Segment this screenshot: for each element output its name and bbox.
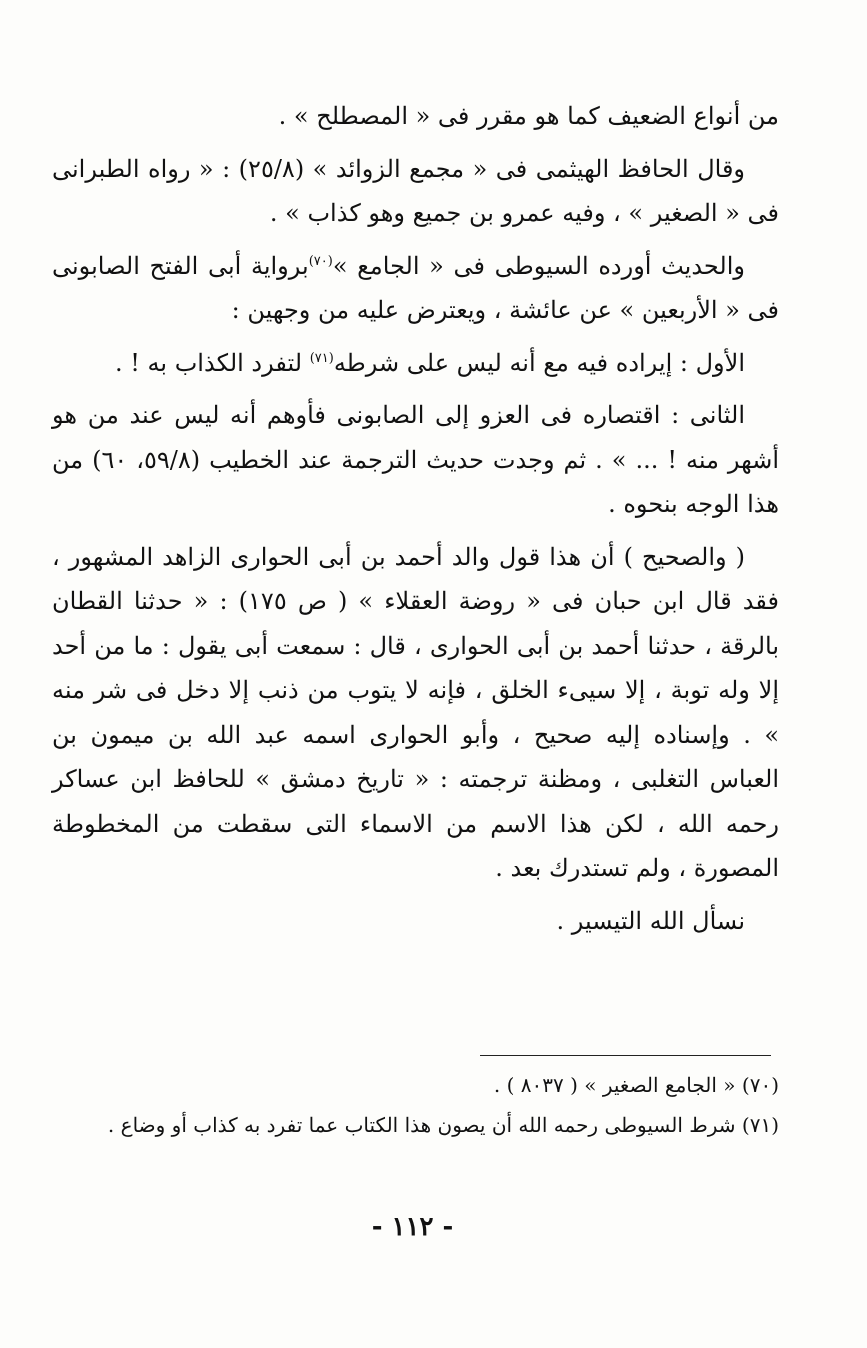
paragraph-suyuti-part1: والحديث أورده السيوطى فى « الجامع » [332,251,745,280]
footnote-divider [480,1055,771,1056]
paragraph-correct-view: ( والصحيح ) أن هذا قول والد أحمد بن أبى الحوارى الزاهد المشهور ، فقد قال ابن حبان فى « روضة العقلاء » ( ص ١٧٥) : « حدثنا القطان بالرقة ، حدثنا أحمد بن أبى الحوارى ، قال : سمعت أبى يقول : ما من أحد إلا وله توبة ، إلا سيىء الخلق ، فإنه لا يتوب من ذنب إلا دخل فى شر منه » . وإسناده إليه صحيح ، وأبو الحوارى اسمه عبد الله بن ميمون بن العباس التغلبى ، ومظنة ترجمته : « تاريخ دمشق » للحافظ ابن عساكر رحمه الله ، لكن هذا الاسم من الاسماء التى سقطت من المخطوطة المصورة ، ولم تستدرك بعد . [52,542,780,882]
paragraph-first-objection [52,341,779,386]
page-number: - ١١٢ - [371,1212,454,1242]
paragraph-suyuti-part2: برواية أبى الفتح الصابونى فى « الأربعين » عن عائشة ، ويعترض عليه من وجهين : [52,251,779,324]
footnote-ref-70[interactable]: (٧٠) [308,253,333,269]
first-objection-part2: لتفرد الكذاب به ! . [115,348,310,377]
footnote-ref-71[interactable]: (٧١) [309,350,334,366]
first-objection-part1: الأول : إيراده فيه مع أنه ليس على شرطه [333,348,745,377]
paragraph-closing: نسأل الله التيسير . [556,906,745,935]
paragraph-haythami: وقال الحافظ الهيثمى فى « مجمع الزوائد » (٢٥/٨) : « رواه الطبرانى فى « الصغير » ، وفيه عمرو بن جميع وهو كذاب » . [52,154,779,227]
footnote-70: (٧٠) « الجامع الصغير » ( ٨٠٣٧ ) . [493,1073,779,1097]
paragraph-continuation: من أنواع الضعيف كما هو مقرر فى « المصطلح » . [278,102,779,130]
footnote-71: (٧١) شرط السيوطى رحمه الله أن يصون هذا الكتاب عما تفرد به كذاب أو وضاع . [107,1113,779,1137]
paragraph-suyuti [52,244,779,333]
footnotes [52,1065,779,1145]
main-text [52,94,779,951]
paragraph-second-objection: الثانى : اقتصاره فى العزو إلى الصابونى فأوهم أنه ليس عند من هو أشهر منه ! ... » . ثم وجدت حديث الترجمة عند الخطيب (٥٩/٨، ٦٠) من هذا الوجه بنحوه . [52,401,779,518]
